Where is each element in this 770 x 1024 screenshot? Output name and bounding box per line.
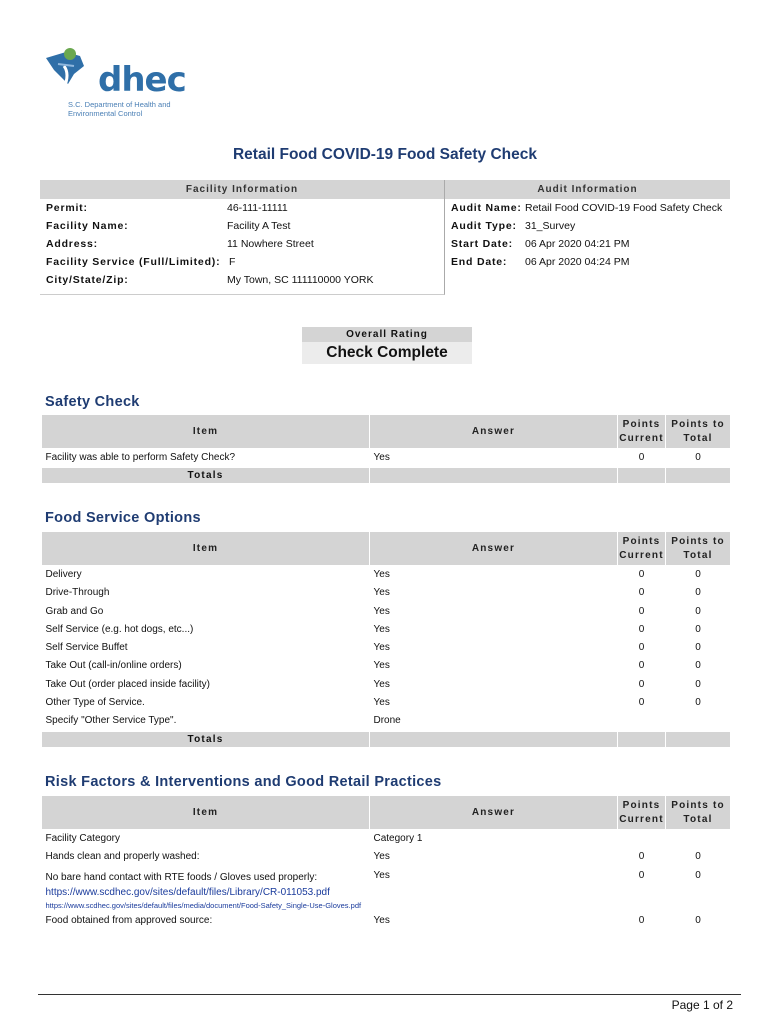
table-row bbox=[42, 603, 731, 621]
points-current-line-1: Points bbox=[622, 799, 661, 811]
audit-field-row bbox=[445, 217, 730, 235]
table-row bbox=[42, 676, 731, 694]
column-header-item: Item bbox=[42, 532, 370, 566]
row-points-current: 0 bbox=[638, 869, 645, 881]
table-row bbox=[42, 712, 731, 731]
column-header-points-total bbox=[666, 415, 731, 449]
food-service-options-title: Food Service Options bbox=[45, 510, 201, 526]
row-item bbox=[42, 621, 370, 639]
row-item bbox=[42, 867, 370, 912]
logo-subtitle-line-2: Environmental Control bbox=[68, 109, 143, 118]
row-points-total: 0 bbox=[695, 678, 701, 690]
row-item bbox=[42, 830, 370, 849]
table-header bbox=[42, 532, 731, 566]
row-answer: Yes bbox=[373, 851, 390, 863]
totals-label: Totals bbox=[42, 468, 370, 484]
audit-field-value: 31_Survey bbox=[525, 220, 576, 232]
page-number: Page 1 of 2 bbox=[671, 998, 733, 1012]
sc-state-emblem-icon bbox=[40, 44, 100, 104]
safety-check-rows bbox=[42, 449, 731, 484]
facility-field-row bbox=[40, 253, 444, 271]
logo-subtitle bbox=[68, 100, 171, 118]
row-points-current: 0 bbox=[638, 914, 645, 926]
audit-field-label: Audit Type: bbox=[451, 220, 517, 232]
totals-cell bbox=[370, 731, 618, 747]
dhec-logo bbox=[40, 44, 190, 124]
row-points-total: 0 bbox=[695, 569, 701, 580]
points-current-line-1: Points bbox=[622, 418, 661, 430]
row-points-total: 0 bbox=[695, 869, 701, 881]
row-points-total bbox=[666, 712, 731, 731]
audit-field-label: Audit Name: bbox=[451, 202, 522, 214]
row-item-text: Take Out (call-in/online orders) bbox=[45, 660, 182, 672]
row-item bbox=[42, 603, 370, 621]
totals-cell bbox=[618, 468, 666, 484]
footer-divider bbox=[38, 994, 741, 995]
overall-rating-label: Overall Rating bbox=[302, 327, 472, 342]
row-item-text: Self Service Buffet bbox=[45, 642, 128, 654]
points-current-line-2: Current bbox=[619, 549, 664, 561]
row-points-total: 0 bbox=[695, 587, 701, 599]
risk-factors-table bbox=[41, 795, 731, 930]
column-header-points-current bbox=[618, 796, 666, 830]
row-points-current: 0 bbox=[638, 642, 645, 654]
facility-fields bbox=[40, 199, 444, 289]
overall-rating-value: Check Complete bbox=[302, 342, 472, 364]
row-points-current: 0 bbox=[638, 587, 645, 599]
row-points-current bbox=[618, 830, 666, 849]
row-points-current bbox=[618, 712, 666, 731]
column-header-points-current bbox=[618, 532, 666, 566]
row-answer: Yes bbox=[373, 587, 390, 599]
table-row bbox=[42, 584, 731, 602]
row-answer: Category 1 bbox=[373, 833, 423, 844]
row-answer: Yes bbox=[373, 605, 390, 617]
column-header-answer: Answer bbox=[370, 796, 618, 830]
points-current-line-2: Current bbox=[619, 813, 664, 825]
row-item bbox=[42, 584, 370, 602]
row-points-total: 0 bbox=[695, 660, 701, 672]
row-item-text: Drive-Through bbox=[45, 587, 110, 599]
audit-field-value: 06 Apr 2020 04:24 PM bbox=[525, 256, 630, 268]
row-points-current: 0 bbox=[638, 851, 645, 863]
reference-link[interactable]: https://www.scdhec.gov/sites/default/files/Library/CR-011053.pdf bbox=[45, 886, 330, 898]
row-item bbox=[42, 676, 370, 694]
totals-label: Totals bbox=[42, 731, 370, 747]
row-points-current: 0 bbox=[638, 678, 645, 690]
row-points-current: 0 bbox=[638, 697, 645, 709]
row-item bbox=[42, 848, 370, 866]
table-header bbox=[42, 796, 731, 830]
risk-factors-title: Risk Factors & Interventions and Good Retail Practices bbox=[45, 774, 442, 790]
facility-field-value: F bbox=[229, 256, 236, 268]
column-header-answer: Answer bbox=[370, 532, 618, 566]
row-item bbox=[42, 657, 370, 675]
row-points-total: 0 bbox=[695, 851, 701, 863]
safety-check-title: Safety Check bbox=[45, 394, 140, 410]
row-answer: Yes bbox=[373, 697, 390, 709]
totals-row bbox=[42, 731, 731, 747]
food-service-rows bbox=[42, 566, 731, 748]
audit-field-label: End Date: bbox=[451, 256, 508, 268]
row-points-total: 0 bbox=[695, 914, 701, 926]
table-row bbox=[42, 867, 731, 912]
points-current-line-1: Points bbox=[622, 535, 661, 547]
row-item bbox=[42, 566, 370, 585]
row-item-text: Delivery bbox=[45, 569, 82, 580]
row-item-text: Hands clean and properly washed: bbox=[45, 851, 200, 863]
facility-field-row bbox=[40, 217, 444, 235]
row-item bbox=[42, 449, 370, 468]
table-row bbox=[42, 639, 731, 657]
row-points-current: 0 bbox=[638, 605, 645, 617]
audit-field-label: Start Date: bbox=[451, 238, 513, 250]
audit-information-header: Audit Information bbox=[445, 180, 730, 199]
points-total-line-1: Points to bbox=[671, 418, 725, 430]
row-answer: Yes bbox=[373, 914, 390, 926]
row-item-text: Other Type of Service. bbox=[45, 697, 145, 709]
document-title: Retail Food COVID-19 Food Safety Check bbox=[232, 146, 538, 163]
risk-factors-rows bbox=[42, 830, 731, 930]
row-points-total: 0 bbox=[695, 642, 701, 654]
row-answer: Yes bbox=[373, 452, 390, 463]
food-service-options-table bbox=[41, 531, 731, 748]
facility-field-label: Facility Name: bbox=[46, 220, 129, 232]
totals-cell bbox=[370, 468, 618, 484]
row-item-text: Grab and Go bbox=[45, 605, 104, 617]
facility-field-value: 46-111-11111 bbox=[227, 202, 288, 214]
table-row bbox=[42, 449, 731, 468]
totals-cell bbox=[666, 731, 731, 747]
facility-field-label: Permit: bbox=[46, 202, 88, 214]
facility-field-row bbox=[40, 235, 444, 253]
row-item-text: Take Out (order placed inside facility) bbox=[45, 678, 211, 690]
row-points-current: 0 bbox=[638, 569, 645, 580]
row-item-text: No bare hand contact with RTE foods / Gloves used properly: bbox=[45, 871, 318, 883]
logo-subtitle-line-1: S.C. Department of Health and bbox=[68, 100, 171, 109]
row-item bbox=[42, 912, 370, 930]
totals-cell bbox=[666, 468, 731, 484]
header-row bbox=[42, 796, 731, 830]
row-answer: Yes bbox=[373, 660, 390, 672]
audit-field-row bbox=[445, 253, 730, 271]
audit-field-row bbox=[445, 199, 730, 217]
row-item bbox=[42, 639, 370, 657]
table-row bbox=[42, 912, 731, 930]
totals-cell bbox=[618, 731, 666, 747]
reference-link[interactable]: https://www.scdhec.gov/sites/default/files/media/document/Food-Safety_Single-Use-Gloves.pdf bbox=[45, 900, 362, 910]
facility-information-header: Facility Information bbox=[40, 180, 444, 199]
points-total-line-1: Points to bbox=[671, 799, 725, 811]
row-points-total: 0 bbox=[695, 697, 701, 709]
row-points-total: 0 bbox=[695, 623, 701, 635]
facility-field-value: Facility A Test bbox=[227, 220, 291, 232]
row-points-current: 0 bbox=[638, 452, 645, 463]
row-points-current: 0 bbox=[638, 623, 645, 635]
row-answer: Yes bbox=[373, 678, 390, 690]
row-answer: Yes bbox=[373, 869, 390, 881]
audit-field-row bbox=[445, 235, 730, 253]
row-answer: Yes bbox=[373, 569, 390, 580]
row-item-text: Specify "Other Service Type". bbox=[45, 715, 177, 727]
table-header bbox=[42, 415, 731, 449]
points-total-line-2: Total bbox=[683, 432, 713, 444]
column-header-points-total bbox=[666, 532, 731, 566]
facility-field-label: City/State/Zip: bbox=[46, 274, 129, 286]
row-points-total: 0 bbox=[695, 605, 701, 617]
table-row bbox=[42, 848, 731, 866]
safety-check-table bbox=[41, 414, 731, 484]
column-header-item: Item bbox=[42, 415, 370, 449]
facility-field-value: 11 Nowhere Street bbox=[227, 238, 314, 250]
overall-rating bbox=[302, 327, 472, 364]
points-total-line-1: Points to bbox=[671, 535, 725, 547]
totals-row bbox=[42, 468, 731, 484]
table-row bbox=[42, 830, 731, 849]
row-points-total: 0 bbox=[695, 452, 701, 463]
row-item-text: Facility Category bbox=[45, 833, 120, 844]
row-points-total bbox=[666, 830, 731, 849]
audit-information bbox=[445, 180, 730, 271]
row-answer: Yes bbox=[373, 623, 390, 635]
column-header-answer: Answer bbox=[370, 415, 618, 449]
facility-field-row bbox=[40, 199, 444, 217]
audit-field-value: Retail Food COVID-19 Food Safety Check bbox=[525, 202, 723, 214]
row-item-text: Self Service (e.g. hot dogs, etc...) bbox=[45, 623, 194, 635]
column-header-points-total bbox=[666, 796, 731, 830]
row-item bbox=[42, 694, 370, 712]
header-row bbox=[42, 415, 731, 449]
row-item-text: Facility was able to perform Safety Check? bbox=[45, 452, 236, 463]
points-total-line-2: Total bbox=[683, 813, 713, 825]
row-answer: Yes bbox=[373, 642, 390, 654]
audit-field-value: 06 Apr 2020 04:21 PM bbox=[525, 238, 630, 250]
facility-information bbox=[40, 180, 445, 295]
row-points-current: 0 bbox=[638, 660, 645, 672]
audit-fields bbox=[445, 199, 730, 271]
row-item bbox=[42, 712, 370, 731]
row-answer: Drone bbox=[373, 715, 401, 727]
points-total-line-2: Total bbox=[683, 549, 713, 561]
facility-field-label: Facility Service (Full/Limited): bbox=[46, 256, 221, 268]
column-header-item: Item bbox=[42, 796, 370, 830]
row-item-text: Food obtained from approved source: bbox=[45, 914, 213, 926]
table-row bbox=[42, 566, 731, 585]
facility-field-label: Address: bbox=[46, 238, 98, 250]
header-row bbox=[42, 532, 731, 566]
logo-wordmark: dhec bbox=[98, 60, 186, 100]
table-row bbox=[42, 621, 731, 639]
column-header-points-current bbox=[618, 415, 666, 449]
table-row bbox=[42, 657, 731, 675]
facility-field-value: My Town, SC 111110000 YORK bbox=[227, 274, 374, 286]
points-current-line-2: Current bbox=[619, 432, 664, 444]
facility-field-row bbox=[40, 271, 444, 289]
table-row bbox=[42, 694, 731, 712]
